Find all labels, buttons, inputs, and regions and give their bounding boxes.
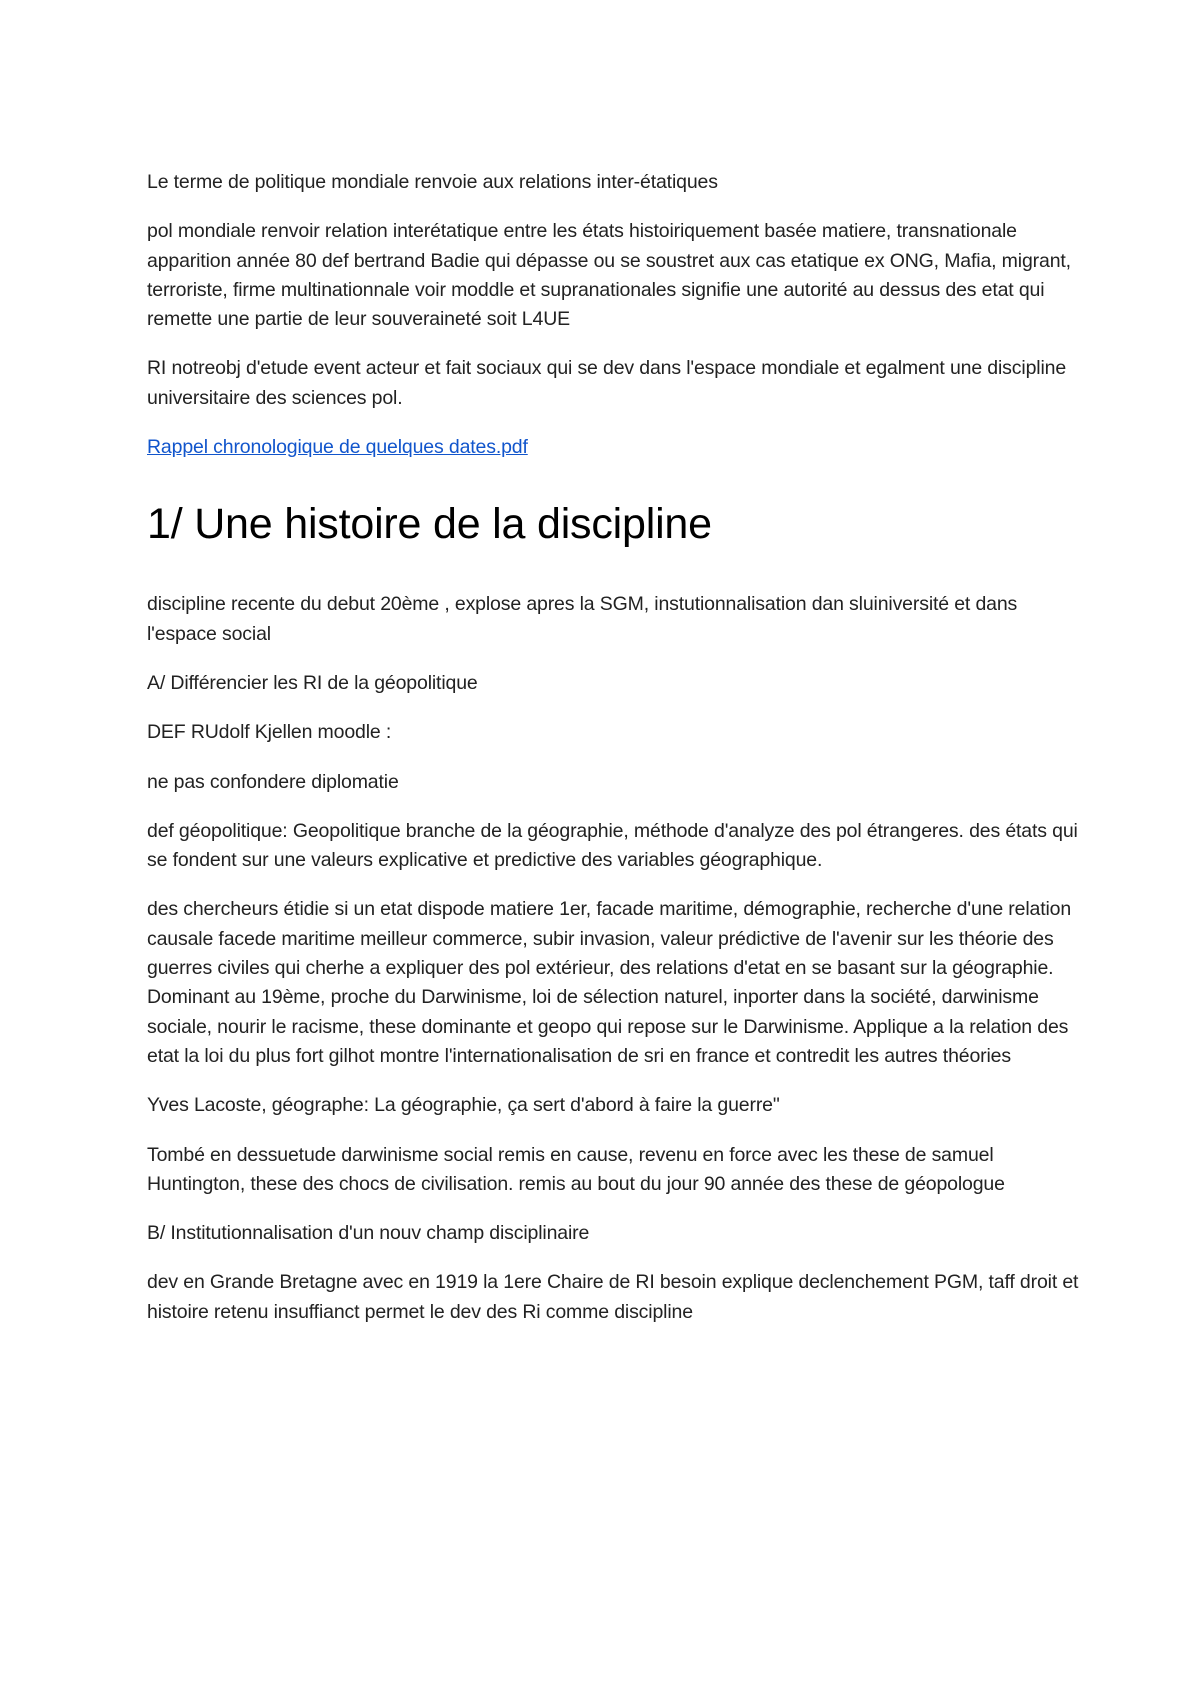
pol-mondiale-paragraph: pol mondiale renvoir relation interétatique entre les états histoiriquement basée matiere, transnationale apparition année 80 def bertrand Badie qui dépasse ou se soustret aux cas etatique ex ONG, Mafia, migrant, terroriste, firme multinationnale voir moddle et supranationales signifie une autorité au dessus des etat qui remette une partie de leur souveraineté soit L4UE bbox=[147, 220, 1071, 331]
subheading-a: A/ Différencier les RI de la géopolitique bbox=[147, 671, 478, 694]
link-container bbox=[147, 433, 1082, 462]
subheading-b: B/ Institutionnalisation d'un nouv champ disciplinaire bbox=[147, 1222, 590, 1245]
grande-bretagne-paragraph: dev en Grande Bretagne avec en 1919 la 1ere Chaire de RI besoin explique declenchement PGM, taff droit et histoire retenu insuffianct permet le dev des Ri comme discipline bbox=[147, 1271, 1079, 1323]
ri-paragraph: RI notreobj d'etude event acteur et fait sociaux qui se dev dans l'espace mondiale et egalment une discipline universitaire des sciences pol. bbox=[147, 357, 1067, 409]
intro-paragraph: Le terme de politique mondiale renvoie aux relations inter-étatiques bbox=[147, 171, 718, 193]
section-heading-history: 1/ Une histoire de la discipline bbox=[147, 500, 712, 549]
tombe-paragraph: Tombé en dessuetude darwinisme social remis en cause, revenu en force avec les these de samuel Huntington, these des chocs de civilisation. remis au bout du jour 90 année des these de géopologue bbox=[147, 1143, 1005, 1195]
discipline-paragraph: discipline recente du debut 20ème , explose apres la SGM, instutionnalisation dan sluiniversité et dans l'espace social bbox=[147, 593, 1018, 645]
chercheurs-paragraph: des chercheurs étidie si un etat dispode matiere 1er, facade maritime, démographie, recherche d'une relation causale facede maritime meilleur commerce, subir invasion, valeur prédictive de l'avenir sur les théorie des guerres civiles qui cherhe a expliquer des pol extérieur, des relations d'etat en se basant sur la géographie. Dominant au 19ème, proche du Darwinisme, loi de sélection naturel, inporter dans la société, darwinisme sociale, nourir le racisme, these dominante et geopo qui repose sur le Darwinisme. Applique a la relation des etat la loi du plus fort gilhot montre l'internationalisation de sri en france et contredit les autres théories bbox=[147, 898, 1072, 1067]
lacoste-paragraph: Yves Lacoste, géographe: La géographie, ça sert d'abord à faire la guerre" bbox=[147, 1094, 780, 1117]
def-geopolitique-paragraph: def géopolitique: Geopolitique branche de la géographie, méthode d'analyze des pol étrangeres. des états qui se fondent sur une valeurs explicative et predictive des variables géographique. bbox=[147, 819, 1078, 872]
kjellen-paragraph: DEF RUdolf Kjellen moodle : bbox=[147, 721, 392, 744]
document-page bbox=[147, 168, 1082, 1347]
diplomatie-paragraph: ne pas confondere diplomatie bbox=[147, 770, 399, 793]
chronology-pdf-link[interactable]: Rappel chronologique de quelques dates.pdf bbox=[147, 436, 528, 459]
